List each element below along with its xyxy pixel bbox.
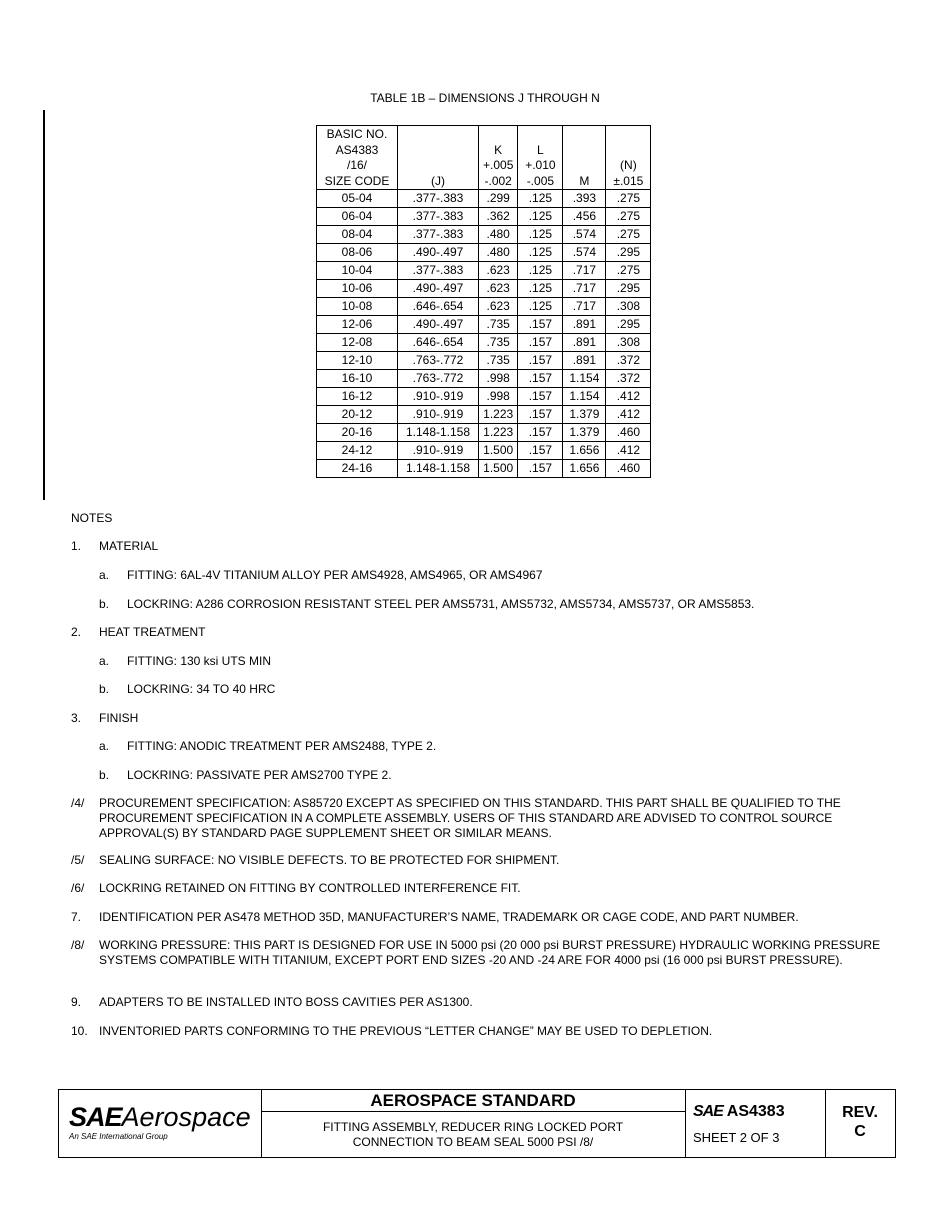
table-cell: .456 xyxy=(563,208,606,226)
column-header xyxy=(518,126,563,190)
table-row xyxy=(317,460,651,478)
table-cell: 08-06 xyxy=(317,244,398,262)
column-header-line: +.010 xyxy=(525,158,556,172)
table-cell: .480 xyxy=(479,244,518,262)
note-number: 2. xyxy=(71,625,82,639)
table-cell: .412 xyxy=(606,406,651,424)
note-number: 3. xyxy=(71,711,82,725)
table-cell: .763-.772 xyxy=(398,370,479,388)
note-text: FINISH xyxy=(99,711,139,725)
table-cell: .377-.383 xyxy=(398,226,479,244)
note-number: 7. xyxy=(71,910,82,924)
doc-sae-mark: SAE xyxy=(693,1103,723,1120)
table-cell: .299 xyxy=(479,190,518,208)
revision-value: C xyxy=(854,1123,866,1140)
document-subtitle-line1: FITTING ASSEMBLY, REDUCER RING LOCKED PORT xyxy=(322,1120,624,1134)
document-number-cell xyxy=(685,1090,826,1157)
table-cell: .157 xyxy=(518,316,563,334)
table-cell: .362 xyxy=(479,208,518,226)
table-row xyxy=(317,226,651,244)
table-row xyxy=(317,388,651,406)
notes-heading: NOTES xyxy=(71,511,113,525)
table-cell: 24-16 xyxy=(317,460,398,478)
table-cell: 10-08 xyxy=(317,298,398,316)
table-row xyxy=(317,280,651,298)
table-cell: 06-04 xyxy=(317,208,398,226)
table-cell: .125 xyxy=(518,226,563,244)
table-cell: 1.379 xyxy=(563,424,606,442)
sae-aerospace-logo xyxy=(59,1090,262,1157)
table-cell: .157 xyxy=(518,370,563,388)
table-cell: .308 xyxy=(606,298,651,316)
note-text: PROCUREMENT SPECIFICATION: AS85720 EXCEPT AS SPECIFIED ON THIS STANDARD. THIS PART SHALL BE QUALIFIED TO THE PROCUREMENT SPECIFICATION IN A COMPLETE ASSEMBLY. USERS OF THIS STANDARD ARE ADVISED TO CONTROL SOURCE APPROVAL(S) BY STANDARD PAGE SUPPLEMENT SHEET OR SIMILAR MEANS. xyxy=(99,796,841,840)
table-cell: .490-.497 xyxy=(398,280,479,298)
note-text: LOCKRING: PASSIVATE PER AMS2700 TYPE 2. xyxy=(127,768,392,782)
table-cell: 1.154 xyxy=(563,370,606,388)
table-cell: 16-12 xyxy=(317,388,398,406)
table-cell: 1.379 xyxy=(563,406,606,424)
title-cell xyxy=(261,1090,686,1157)
column-header-line: +.005 xyxy=(483,158,514,172)
column-header-line: AS4383 xyxy=(335,142,379,157)
dimensions-table xyxy=(316,125,651,478)
table-cell: .157 xyxy=(518,334,563,352)
table-cell: 1.154 xyxy=(563,388,606,406)
table-cell: .157 xyxy=(518,388,563,406)
table-cell: .157 xyxy=(518,460,563,478)
note-text: FITTING: ANODIC TREATMENT PER AMS2488, TYPE 2. xyxy=(127,739,437,753)
table-cell: .480 xyxy=(479,226,518,244)
table-cell: 20-12 xyxy=(317,406,398,424)
table-cell: .891 xyxy=(563,352,606,370)
logo-tagline: An SAE International Group xyxy=(69,1132,168,1141)
column-header xyxy=(398,126,479,190)
table-cell: .275 xyxy=(606,190,651,208)
table-cell: .308 xyxy=(606,334,651,352)
table-cell: .891 xyxy=(563,316,606,334)
note-number: 1. xyxy=(71,539,82,553)
table-cell: .623 xyxy=(479,280,518,298)
note-text: SEALING SURFACE: NO VISIBLE DEFECTS. TO BE PROTECTED FOR SHIPMENT. xyxy=(99,853,560,867)
table-cell: .460 xyxy=(606,460,651,478)
table-cell: .623 xyxy=(479,262,518,280)
table-cell: 1.500 xyxy=(479,460,518,478)
table-cell: 16-10 xyxy=(317,370,398,388)
table-cell: .623 xyxy=(479,298,518,316)
table-cell: .574 xyxy=(563,226,606,244)
table-cell: .275 xyxy=(606,208,651,226)
table-cell: .372 xyxy=(606,370,651,388)
note-text: IDENTIFICATION PER AS478 METHOD 35D, MANUFACTURER’S NAME, TRADEMARK OR CAGE CODE, AND PART NUMBER. xyxy=(99,910,799,924)
sheet-number: SHEET 2 OF 3 xyxy=(693,1130,780,1145)
table-cell: .377-.383 xyxy=(398,208,479,226)
table-cell: 12-06 xyxy=(317,316,398,334)
table-cell: .891 xyxy=(563,334,606,352)
table-cell: 1.223 xyxy=(479,406,518,424)
table-cell: 10-04 xyxy=(317,262,398,280)
table-row xyxy=(317,190,651,208)
note-number: a. xyxy=(99,739,110,753)
table-cell: 1.656 xyxy=(563,442,606,460)
table-row xyxy=(317,298,651,316)
logo-word: Aerospace xyxy=(121,1102,251,1132)
table-cell: .574 xyxy=(563,244,606,262)
table-cell: .717 xyxy=(563,280,606,298)
column-header-line: BASIC NO. xyxy=(326,127,388,141)
note-text: FITTING: 130 ksi UTS MIN xyxy=(127,654,272,668)
table-cell: .157 xyxy=(518,442,563,460)
document-subtitle-line2: CONNECTION TO BEAM SEAL 5000 PSI /8/ xyxy=(352,1135,594,1149)
table-cell: .275 xyxy=(606,226,651,244)
table-cell: .412 xyxy=(606,442,651,460)
note-number: 10. xyxy=(71,1024,88,1038)
table-cell: 1.148-1.158 xyxy=(398,460,479,478)
note-text: ADAPTERS TO BE INSTALLED INTO BOSS CAVITIES PER AS1300. xyxy=(99,995,473,1009)
note-text: LOCKRING: 34 TO 40 HRC xyxy=(127,682,276,696)
column-header-line: M xyxy=(579,173,590,188)
table-cell: 12-08 xyxy=(317,334,398,352)
note-number: /5/ xyxy=(71,853,85,867)
column-header-line: -.005 xyxy=(526,173,555,188)
table-cell: .910-.919 xyxy=(398,388,479,406)
table-cell: .735 xyxy=(479,334,518,352)
revision-cell xyxy=(825,1090,895,1157)
column-header-line: (N) xyxy=(620,158,637,172)
table-cell: 08-04 xyxy=(317,226,398,244)
note-text: INVENTORIED PARTS CONFORMING TO THE PREVIOUS “LETTER CHANGE” MAY BE USED TO DEPLETION. xyxy=(99,1024,713,1038)
table-row xyxy=(317,316,651,334)
table-cell: 1.148-1.158 xyxy=(398,424,479,442)
note-text: LOCKRING RETAINED ON FITTING BY CONTROLLED INTERFERENCE FIT. xyxy=(99,881,521,895)
table-title: TABLE 1B – DIMENSIONS J THROUGH N xyxy=(370,91,600,105)
table-row xyxy=(317,352,651,370)
table-cell: .490-.497 xyxy=(398,316,479,334)
table-row xyxy=(317,442,651,460)
note-text: HEAT TREATMENT xyxy=(99,625,206,639)
table-cell: 24-12 xyxy=(317,442,398,460)
table-cell: .125 xyxy=(518,244,563,262)
table-cell: 20-16 xyxy=(317,424,398,442)
table-body xyxy=(317,190,651,478)
note-text: FITTING: 6AL-4V TITANIUM ALLOY PER AMS4928, AMS4965, OR AMS4967 xyxy=(127,568,543,582)
table-cell: .717 xyxy=(563,262,606,280)
document-number: AS4383 xyxy=(726,1103,785,1120)
table-cell: .735 xyxy=(479,316,518,334)
table-cell: .125 xyxy=(518,280,563,298)
column-header-line: /16/ xyxy=(346,158,367,172)
column-header-line: SIZE CODE xyxy=(324,173,390,188)
table-cell: .910-.919 xyxy=(398,406,479,424)
logo-mark: SAE xyxy=(69,1102,122,1132)
table-cell: 10-06 xyxy=(317,280,398,298)
table-cell: .460 xyxy=(606,424,651,442)
note-number: 9. xyxy=(71,995,82,1009)
table-cell: .295 xyxy=(606,280,651,298)
table-cell: .998 xyxy=(479,388,518,406)
table-cell: .763-.772 xyxy=(398,352,479,370)
column-header xyxy=(479,126,518,190)
table-cell: .157 xyxy=(518,406,563,424)
table-cell: .490-.497 xyxy=(398,244,479,262)
table-cell: .125 xyxy=(518,208,563,226)
table-cell: .275 xyxy=(606,262,651,280)
table-cell: .998 xyxy=(479,370,518,388)
note-number: /4/ xyxy=(71,796,85,810)
table-cell: .412 xyxy=(606,388,651,406)
note-number: /6/ xyxy=(71,881,85,895)
note-text: LOCKRING: A286 CORROSION RESISTANT STEEL PER AMS5731, AMS5732, AMS5734, AMS5737, OR AMS5853. xyxy=(127,597,755,611)
note-number: a. xyxy=(99,568,110,582)
table-row xyxy=(317,424,651,442)
table-row xyxy=(317,406,651,424)
revision-change-bar xyxy=(43,110,45,500)
table-cell: .393 xyxy=(563,190,606,208)
table-cell: 1.500 xyxy=(479,442,518,460)
table-cell: .377-.383 xyxy=(398,190,479,208)
column-header xyxy=(606,126,651,190)
table-cell: 12-10 xyxy=(317,352,398,370)
table-cell: .735 xyxy=(479,352,518,370)
table-cell: .295 xyxy=(606,244,651,262)
table-cell: .717 xyxy=(563,298,606,316)
note-text: MATERIAL xyxy=(99,539,159,553)
column-header-line: ±.015 xyxy=(613,173,644,188)
column-header xyxy=(317,126,398,190)
table-row xyxy=(317,334,651,352)
note-number: /8/ xyxy=(71,938,85,952)
note-text: WORKING PRESSURE: THIS PART IS DESIGNED FOR USE IN 5000 psi (20 000 psi BURST PRESSURE) HYDRAULIC WORKING PRESSURE SYSTEMS COMPATIBLE WITH TITANIUM, EXCEPT PORT END SIZES -20 AND -24 ARE FOR 4000 psi (16 000 psi BURST PRESSURE). xyxy=(99,938,881,967)
column-header-line: (J) xyxy=(431,173,445,188)
column-header-line: -.002 xyxy=(484,173,512,188)
table-cell: 05-04 xyxy=(317,190,398,208)
note-number: b. xyxy=(99,768,110,782)
table-cell: .157 xyxy=(518,352,563,370)
table-cell: .125 xyxy=(518,298,563,316)
table-cell: .125 xyxy=(518,190,563,208)
standard-title: AEROSPACE STANDARD xyxy=(261,1090,685,1112)
table-cell: .646-.654 xyxy=(398,298,479,316)
table-cell: .157 xyxy=(518,424,563,442)
revision-label: REV. xyxy=(842,1104,878,1121)
table-cell: 1.223 xyxy=(479,424,518,442)
column-header xyxy=(563,126,606,190)
table-row xyxy=(317,262,651,280)
column-header-line: K xyxy=(494,142,503,157)
table-cell: .372 xyxy=(606,352,651,370)
note-number: b. xyxy=(99,597,110,611)
table-cell: 1.656 xyxy=(563,460,606,478)
table-cell: .295 xyxy=(606,316,651,334)
table-cell: .377-.383 xyxy=(398,262,479,280)
table-row xyxy=(317,370,651,388)
table-header-row xyxy=(317,126,651,190)
table-cell: .910-.919 xyxy=(398,442,479,460)
table-cell: .646-.654 xyxy=(398,334,479,352)
column-header-line: L xyxy=(537,142,544,157)
note-number: a. xyxy=(99,654,110,668)
table-row xyxy=(317,244,651,262)
note-number: b. xyxy=(99,682,110,696)
title-block xyxy=(58,1089,896,1158)
table-cell: .125 xyxy=(518,262,563,280)
table-row xyxy=(317,208,651,226)
